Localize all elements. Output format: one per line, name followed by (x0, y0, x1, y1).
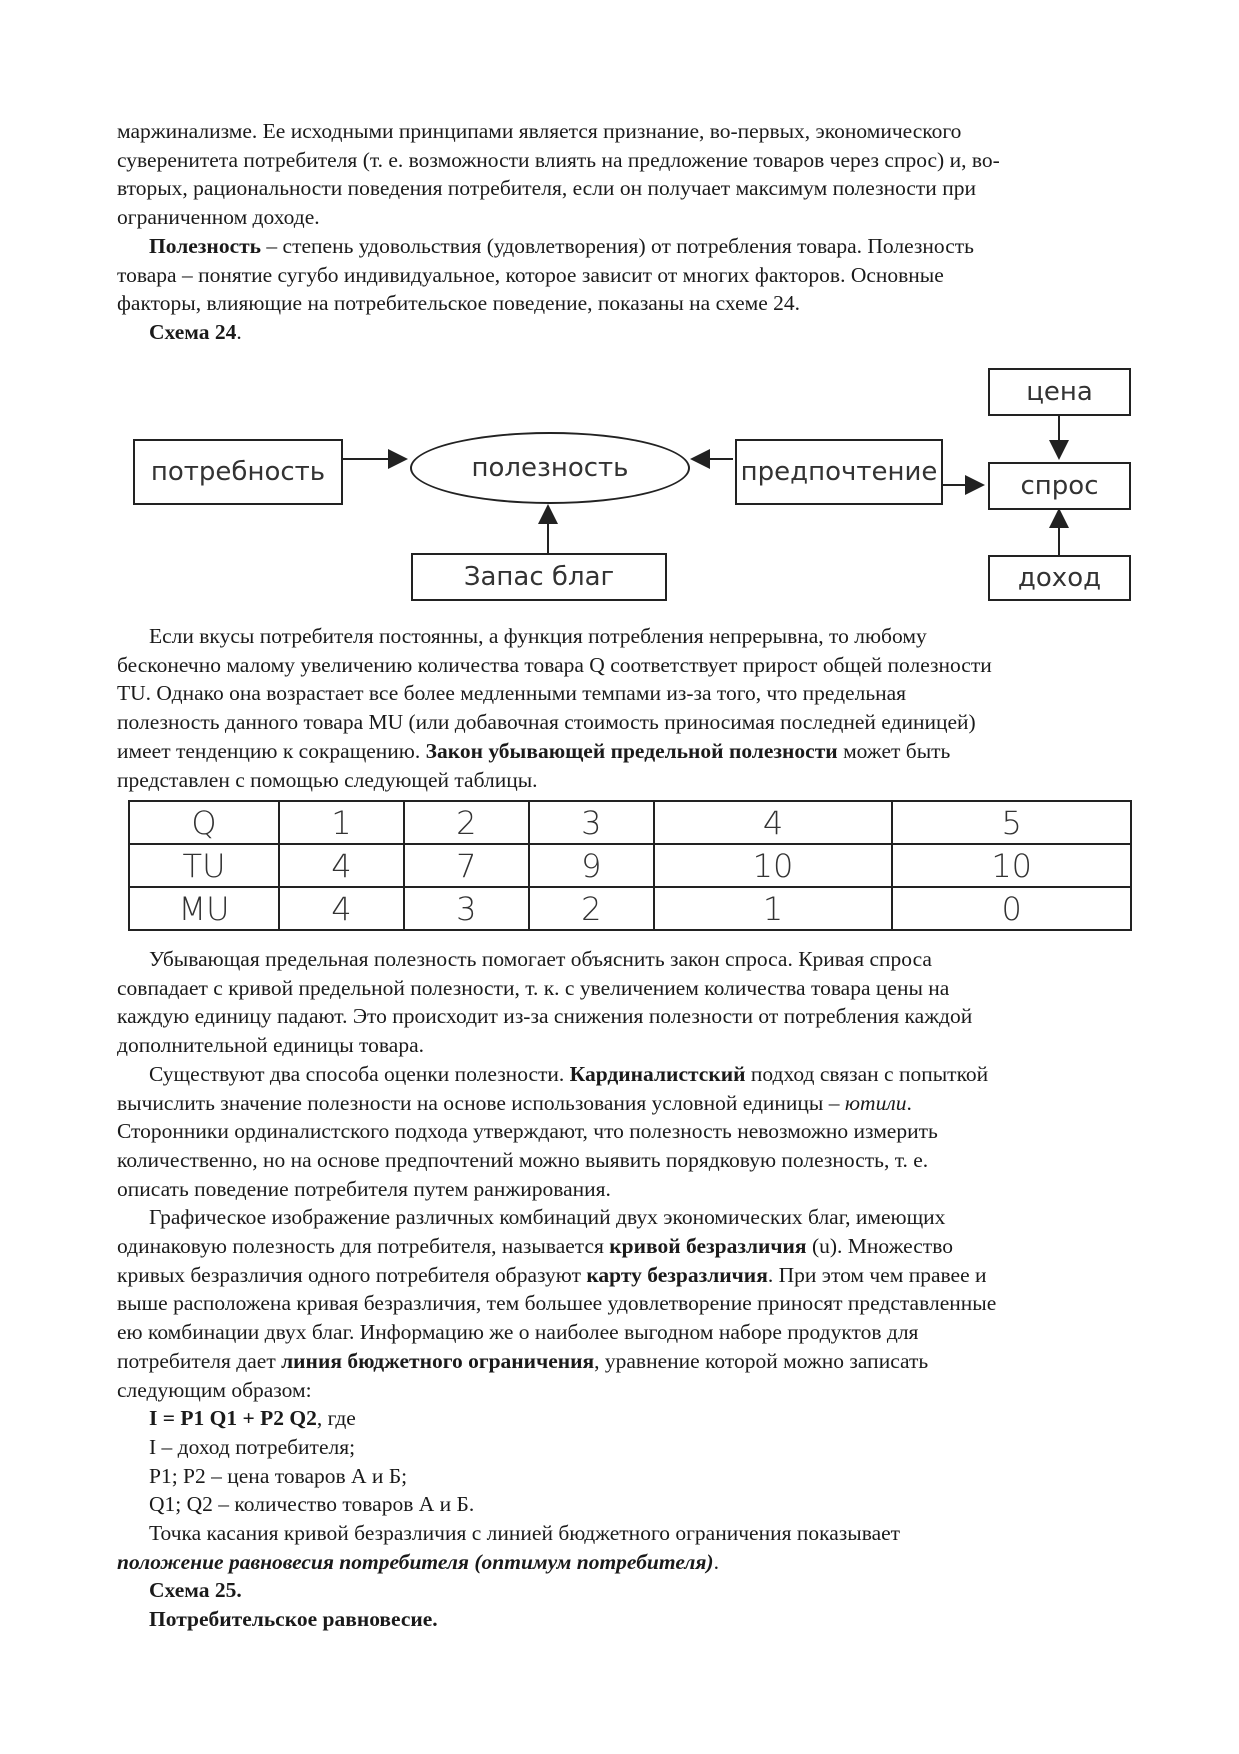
node-need: потребность (133, 439, 343, 505)
para1-line2: суверенитета потребителя (т. е. возможности влиять на предложение товаров через спрос) и, во- (117, 147, 1000, 172)
main-text (117, 945, 1152, 1634)
para3-line1: Если вкусы потребителя постоянны, а функция потребления непрерывна, то любому (149, 624, 927, 648)
para6-line2-start: одинаковую полезность для потребителя, называется (117, 1234, 610, 1259)
table-cell: 3 (404, 887, 529, 930)
node-price: цена (988, 368, 1131, 416)
table-cell: 1 (654, 887, 893, 930)
law-title: Закон убывающей предельной полезности (425, 738, 838, 763)
term-indifference-map: карту безразличия (586, 1262, 768, 1287)
intro-text (117, 117, 1152, 347)
scheme24-diagram (0, 360, 1239, 610)
term-cardinalist: Кардиналистский (569, 1061, 746, 1086)
para6-line3-start: кривых безразличия одного потребителя образуют (117, 1262, 587, 1287)
table-row (129, 801, 1131, 844)
para6-line3 (117, 1261, 1152, 1290)
utility-table (128, 800, 1132, 931)
para4-line3: каждую единицу падают. Это происходит из-за снижения полезности от потребления каждой (117, 1004, 973, 1029)
formula-line (117, 1404, 1152, 1433)
table-row-head: MU (129, 887, 279, 930)
table-row-head: TU (129, 844, 279, 887)
para5-line1-end: подход связан с попыткой (745, 1061, 989, 1086)
budget-equation: I = P1 Q1 + P2 Q2 (149, 1406, 317, 1431)
table-cell: 4 (279, 887, 404, 930)
para6-line5: ею комбинации двух благ. Информацию же о наиболее выгодном наборе продуктов для (117, 1320, 919, 1345)
para5-line2-start: вычислить значение полезности на основе использования условной единицы – (117, 1090, 845, 1115)
para2-line3: факторы, влияющие на потребительское поведение, показаны на схеме 24. (117, 291, 801, 316)
para2-line2: товара – понятие сугубо индивидуальное, которое зависит от многих факторов. Основные (117, 262, 944, 287)
node-utility: полезность (410, 432, 690, 504)
term-utility: Полезность (149, 233, 262, 258)
para6-line2-end: (u). Множество (806, 1234, 953, 1259)
node-stock: Запас благ (411, 553, 667, 601)
table-row (129, 844, 1131, 887)
formula-def-income: I – доход потребителя; (149, 1434, 356, 1459)
formula-def-price: P1; P2 – цена товаров А и Б; (149, 1463, 408, 1488)
table-cell: 7 (404, 844, 529, 887)
para3-line5 (117, 737, 1152, 766)
table-row (129, 887, 1131, 930)
para7-line1: Точка касания кривой безразличия с линией бюджетного ограничения показывает (149, 1521, 901, 1546)
para6-line1: Графическое изображение различных комбинаций двух экономических благ, имеющих (149, 1205, 946, 1230)
term-indifference-curve: кривой безразличия (609, 1234, 807, 1259)
para6-line2 (117, 1232, 1152, 1261)
para6-line7: следующим образом: (117, 1377, 312, 1402)
formula-def-quantity: Q1; Q2 – количество товаров А и Б. (149, 1492, 475, 1517)
para4-line2: совпадает с кривой предельной полезности, т. к. с увеличением количества товара цены на (117, 975, 950, 1000)
term-util: ютили (844, 1090, 907, 1115)
para5-line3: Сторонники ординалистского подхода утверждают, что полезность невозможно измерить (117, 1119, 938, 1144)
para2-line1-rest: – степень удовольствия (удовлетворения) от потребления товара. Полезность (261, 233, 974, 258)
para3-text (117, 622, 1152, 794)
term-budget-line: линия бюджетного ограничения (281, 1348, 595, 1373)
table-cell: 10 (892, 844, 1131, 887)
para5-line2 (117, 1089, 1152, 1118)
scheme24-dot: . (236, 319, 242, 344)
table-cell: 0 (892, 887, 1131, 930)
para4-line4: дополнительной единицы товара. (117, 1033, 424, 1058)
table-cell: 4 (279, 844, 404, 887)
para1-line4: ограниченном доходе. (117, 205, 320, 230)
table-cell: 1 (279, 801, 404, 844)
para5-line5: описать поведение потребителя путем ранжирования. (117, 1176, 611, 1201)
para1-line1: маржинализме. Ее исходными принципами является признание, во-первых, экономического (117, 119, 962, 143)
table-cell: 10 (654, 844, 893, 887)
para3-line5-start: имеет тенденцию к сокращению. (117, 738, 426, 763)
para6-line3-end: . При этом чем правее и (767, 1262, 987, 1287)
table-cell: 3 (529, 801, 654, 844)
para3-line5-end: может быть (837, 738, 951, 763)
para5-line4: количественно, но на основе предпочтений можно выявить порядковую полезность, т. е. (117, 1147, 929, 1172)
table-cell: 5 (892, 801, 1131, 844)
para7-line2-end: . (713, 1549, 719, 1574)
table-cell: 9 (529, 844, 654, 887)
table-cell: 2 (404, 801, 529, 844)
para2-line1 (117, 232, 1152, 261)
para6-line6-end: , уравнение которой можно записать (594, 1348, 929, 1373)
para3-line4: полезность данного товара MU (или добавочная стоимость приносимая последней единицей) (117, 710, 976, 735)
table-cell: 2 (529, 887, 654, 930)
scheme25-title: Потребительское равновесие. (149, 1607, 438, 1632)
para6-line4: выше расположена кривая безразличия, тем большее удовлетворение приносят представленные (117, 1291, 997, 1316)
para5-line2-end: . (906, 1090, 912, 1115)
table-row-head: Q (129, 801, 279, 844)
para5-line1 (117, 1060, 1152, 1089)
node-demand: спрос (988, 462, 1131, 510)
scheme25-label: Схема 25. (149, 1578, 242, 1603)
para3-line2: бесконечно малому увеличению количества товара Q соответствует прирост общей полезности (117, 652, 992, 677)
para3-line6: представлен с помощью следующей таблицы. (117, 767, 538, 792)
scheme24-caption (117, 318, 1152, 347)
para5-line1-start: Существуют два способа оценки полезности. (149, 1061, 570, 1086)
para6-line6 (117, 1347, 1152, 1376)
para4-line1: Убывающая предельная полезность помогает объяснить закон спроса. Кривая спроса (149, 947, 932, 971)
table-cell: 4 (654, 801, 893, 844)
term-consumer-equilibrium: положение равновесия потребителя (оптимум потребителя) (117, 1549, 714, 1574)
node-income: доход (988, 555, 1131, 601)
para3-line3: TU. Однако она возрастает все более медленными темпами из-за того, что предельная (117, 681, 907, 706)
para1-line3: вторых, рациональности поведения потребителя, если он получает максимум полезности при (117, 176, 976, 201)
scheme24-label: Схема 24 (149, 319, 237, 344)
formula-tail: , где (316, 1406, 356, 1431)
para6-line6-start: потребителя дает (117, 1348, 282, 1373)
para7-line2 (117, 1548, 1152, 1577)
node-preference: предпочтение (735, 439, 943, 505)
